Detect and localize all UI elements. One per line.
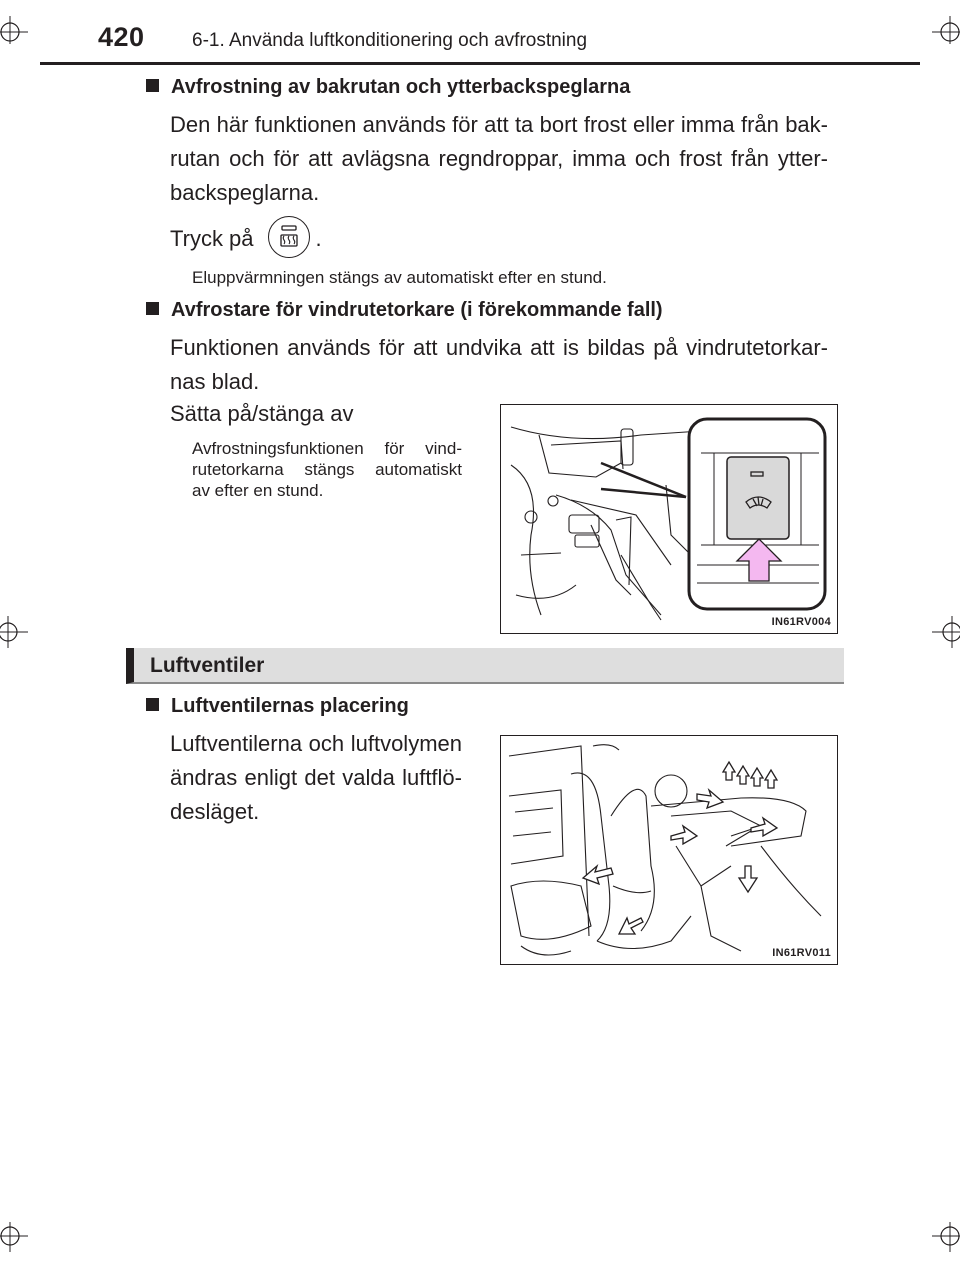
- press-instruction: Tryck på .: [170, 219, 322, 261]
- section-heading-vent-placement: Luftventilernas placering: [146, 695, 409, 718]
- header-rule: [40, 62, 920, 65]
- crop-mark-icon: [924, 8, 960, 44]
- crop-mark-icon: [0, 8, 36, 44]
- section-heading-rear-defogger: Avfrostning av bakrutan och ytterbackspeglarna: [146, 76, 630, 99]
- chapter-title: 6-1. Använda luftkonditionering och avfrostning: [192, 30, 588, 51]
- figure-code: IN61RV011: [772, 947, 831, 959]
- section-bar-air-vents: [126, 648, 844, 684]
- rear-defogger-button-icon: [268, 216, 310, 258]
- bullet-square-icon: [146, 302, 159, 315]
- bullet-square-icon: [146, 698, 159, 711]
- crop-mark-icon: [0, 1222, 36, 1258]
- section-bar-title: Luftventiler: [150, 654, 265, 677]
- rear-defogger-description: Den här funktionen används för att ta bort frost eller imma från bak- rutan och för att avlägsna regndroppar, imma och frost från ytter- backspeglarna.: [170, 112, 828, 205]
- bullet-square-icon: [146, 79, 159, 92]
- toggle-label: Sätta på/stänga av: [170, 401, 354, 426]
- crop-mark-icon: [0, 614, 36, 650]
- crop-mark-icon: [924, 1222, 960, 1258]
- page-number: 420: [98, 22, 145, 52]
- wiper-deicer-note: Avfrostningsfunktionen för vind- rutetorkarna stängs automatiskt av efter en stund.: [192, 439, 462, 500]
- wiper-deicer-figure: [500, 404, 838, 634]
- crop-mark-icon: [924, 614, 960, 650]
- cabin-airflow-illustration: [501, 736, 837, 964]
- vent-description: Luftventilerna och luftvolymen ändras enligt det valda luftflö- desläget.: [170, 731, 462, 824]
- vent-placement-figure: [500, 735, 838, 965]
- figure-code: IN61RV004: [771, 616, 831, 628]
- wiper-deicer-description: Funktionen används för att undvika att is bildas på vindrutetorkar- nas blad.: [170, 335, 828, 394]
- rear-defogger-note: Eluppvärmningen stängs av automatiskt efter en stund.: [192, 268, 607, 287]
- dashboard-illustration: [501, 405, 837, 633]
- section-heading-wiper-deicer: Avfrostare för vindrutetorkare (i förekommande fall): [146, 299, 663, 322]
